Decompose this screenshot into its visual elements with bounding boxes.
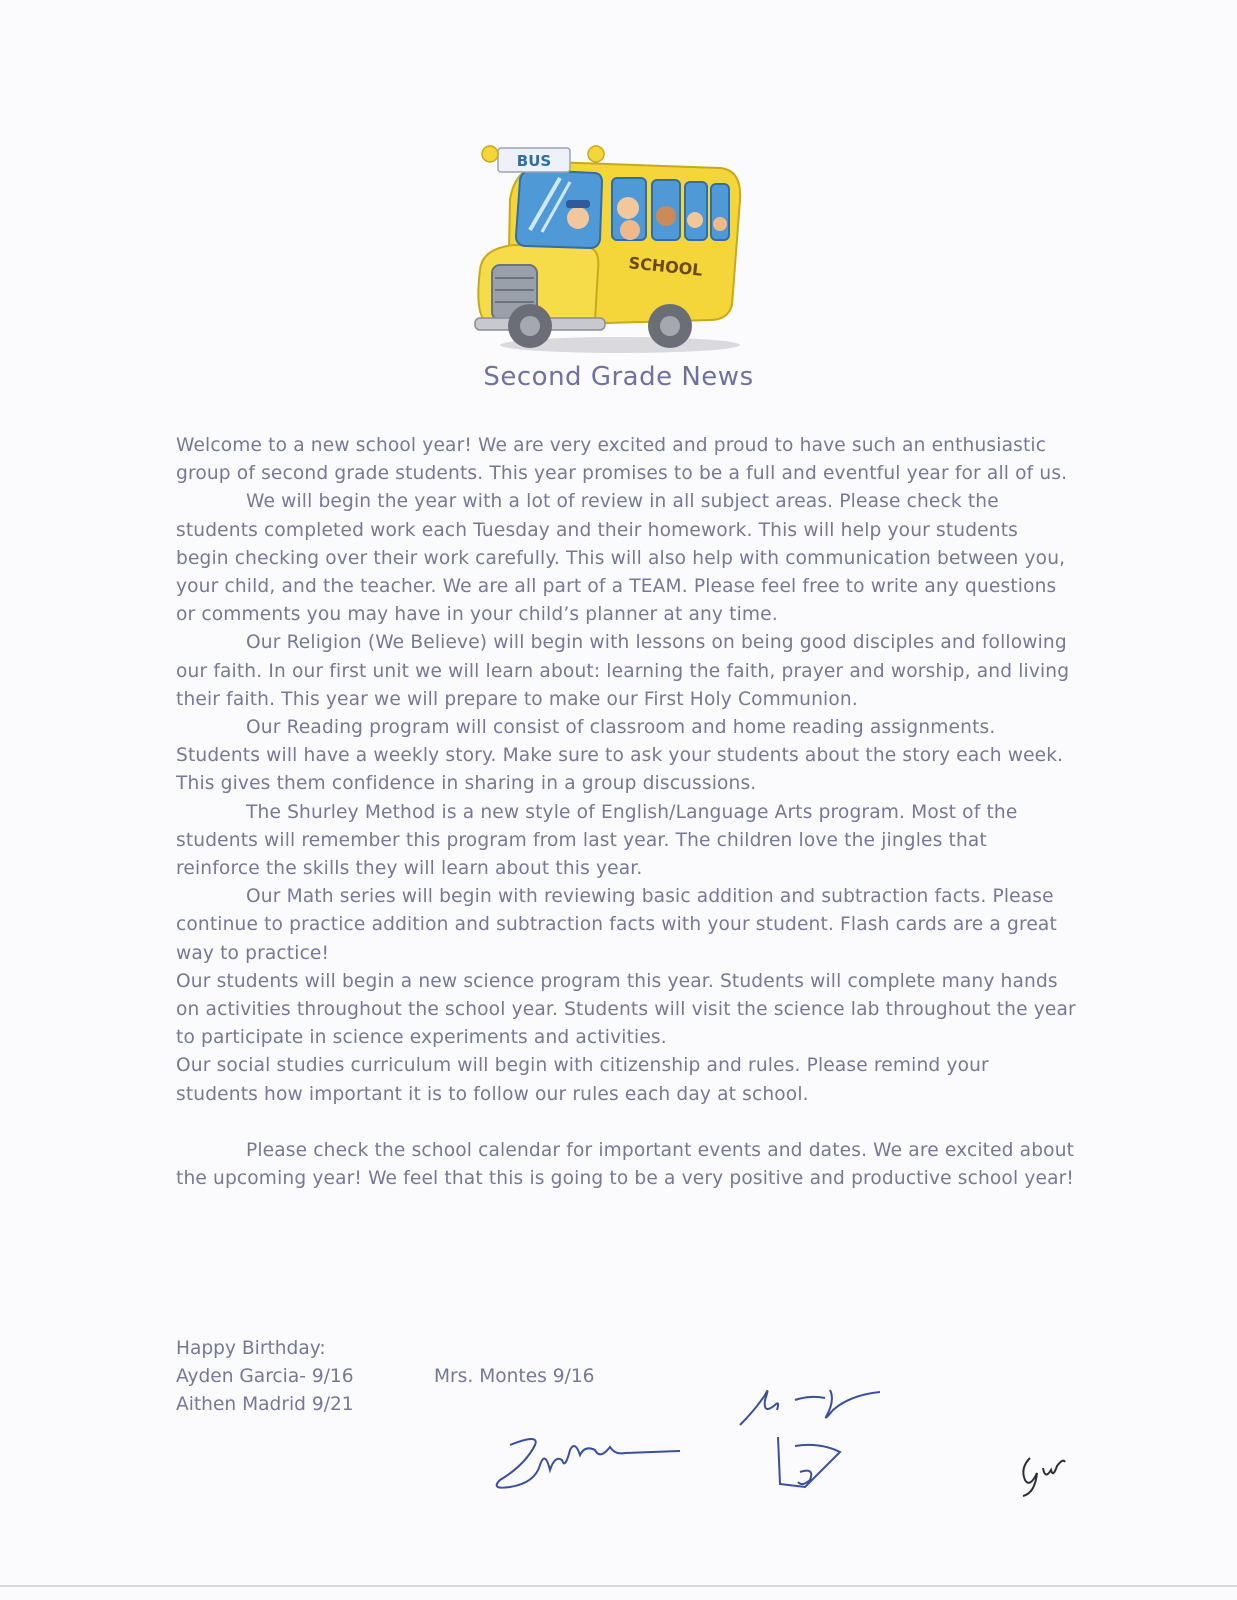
bus-sign-text: BUS	[516, 152, 552, 170]
signature-3	[770, 1432, 860, 1492]
paragraph-social-studies: Our social studies curriculum will begin with citizenship and rules. Please remind your students how important it is to follow our rules each day at school.	[176, 1055, 989, 1105]
signature-2	[490, 1425, 690, 1495]
newsletter-title: Second Grade News	[483, 362, 754, 392]
birthday-entry: Ayden Garcia- 9/16	[176, 1366, 354, 1388]
birthday-heading: Happy Birthday:	[176, 1338, 326, 1359]
letter-body	[176, 432, 1076, 1193]
paragraph-math: Our Math series will begin with reviewing basic addition and subtraction facts. Please continue to practice addition and subtraction facts with your student. Flash cards are a great way to practice!	[176, 886, 1057, 964]
paragraph-shurley: The Shurley Method is a new style of English/Language Arts program. Most of the students will remember this program from last year. The children love the jingles that reinforce the skills they will learn about this year.	[176, 801, 1018, 880]
school-bus-illustration	[470, 140, 760, 360]
signature-1	[735, 1370, 885, 1430]
paragraph-religion: Our Religion (We Believe) will begin with lessons on being good disciples and following our faith. In our first unit we will learn about: learning the faith, prayer and worship, and living their faith. This year we will prepare to make our First Holy Communion.	[176, 632, 1070, 710]
bus-side-text: SCHOOL	[627, 253, 704, 280]
paragraph-science: Our students will begin a new science program this year. Students will complete many hands on activities throughout the school year. Students will visit the science lab throughout the year to participate in science experiments and activities.	[176, 970, 1076, 1049]
birthday-list	[176, 1335, 354, 1420]
signature-4	[1005, 1448, 1075, 1498]
paragraph-reading: Our Reading program will consist of classroom and home reading assignments. Students will have a weekly story. Make sure to ask your students about the story each week. This gives them confidence in sharing in a group discussions.	[176, 717, 1064, 795]
page-bottom-edge	[0, 1585, 1237, 1587]
paragraph-calendar: Please check the school calendar for important events and dates. We are excited about the upcoming year! We feel that this is going to be a very positive and productive school year!	[176, 1139, 1075, 1190]
paragraph-welcome: Welcome to a new school year! We are very excited and proud to have such an enthusiastic group of second grade students. This year promises to be a full and eventful year for all of us.	[176, 435, 1068, 485]
birthday-entry: Aithen Madrid 9/21	[176, 1394, 354, 1416]
paragraph-review: We will begin the year with a lot of review in all subject areas. Please check the students completed work each Tuesday and their homework. This will help your students begin checking over their work carefully. This will also help with communication between you, your child, and the teacher. We are all part of a TEAM. Please feel free to write any questions or comments you may have in your child’s planner at any time.	[176, 491, 1066, 626]
birthday-entry-teacher: Mrs. Montes 9/16	[434, 1366, 595, 1387]
